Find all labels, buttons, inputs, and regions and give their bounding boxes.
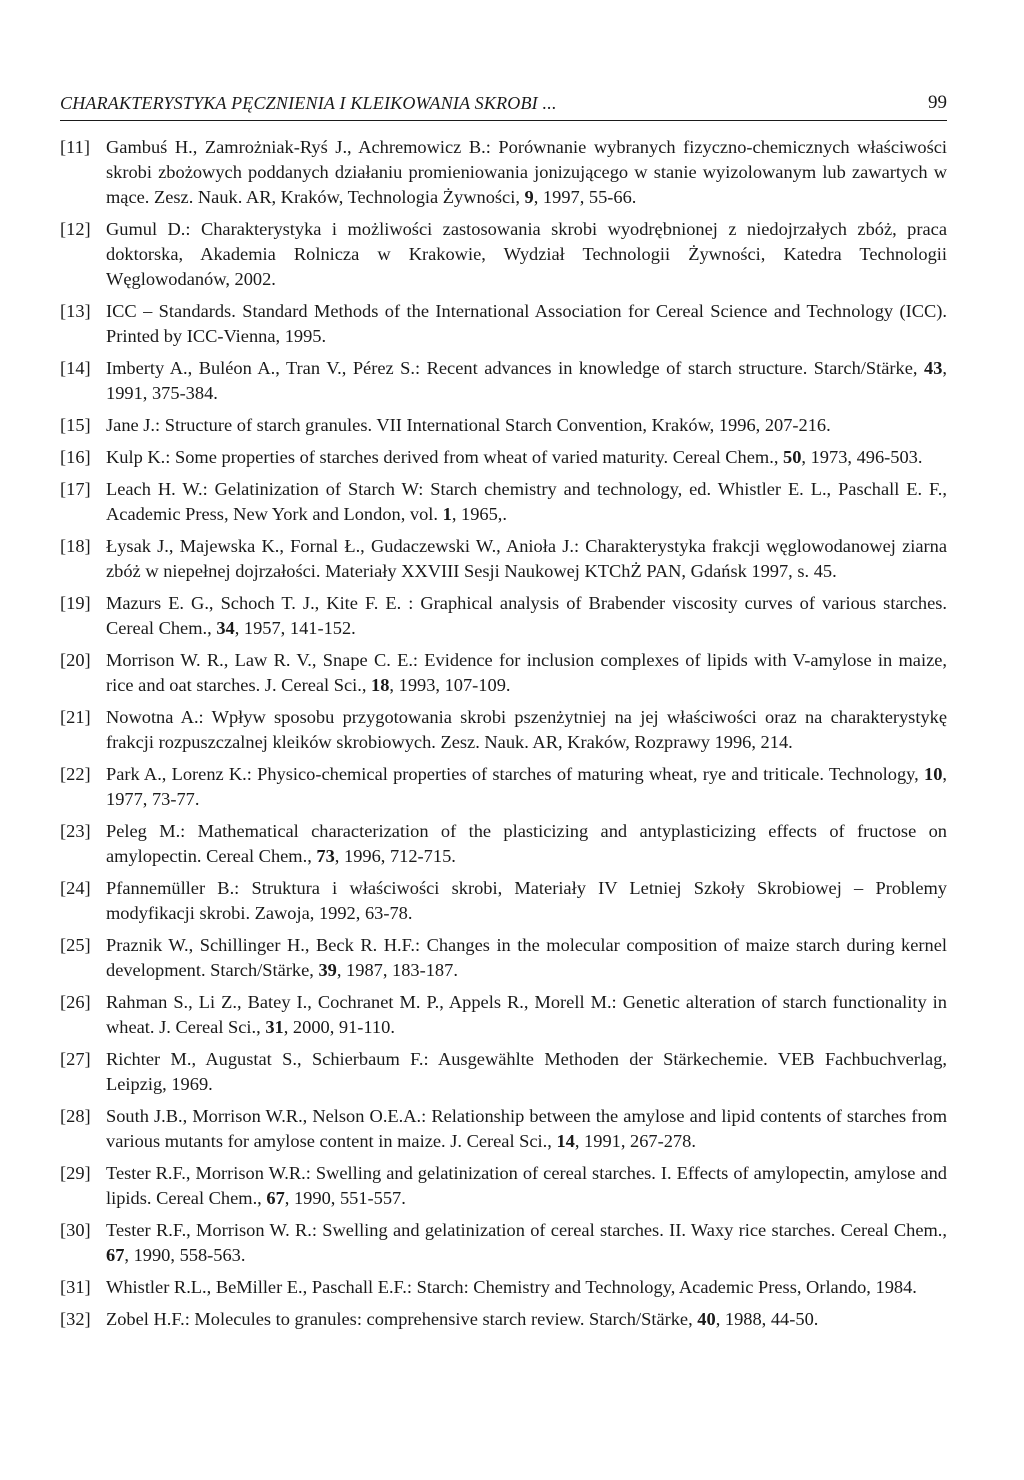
reference-number: [16]: [60, 447, 91, 467]
reference-item: [60, 1218, 947, 1268]
reference-text-segment: , 1990, 551-557.: [284, 1188, 406, 1208]
reference-number: [20]: [60, 650, 91, 670]
reference-text-segment: Gambuś H., Zamrożniak-Ryś J., Achremowicz B.: Porównanie wybranych fizyczno-chemicznych właściwości skrobi zbożowych poddanych działaniu promieniowania jonizującego w stanie wyizolowanym lub zawartych w mące. Zesz. Nauk. AR, Kraków, Technologia Żywności,: [106, 137, 947, 207]
reference-text-segment: Kulp K.: Some properties of starches derived from wheat of varied maturity. Cereal Chem.,: [106, 447, 784, 467]
reference-volume: 10: [924, 764, 943, 784]
reference-item: [60, 762, 947, 812]
reference-item: [60, 591, 947, 641]
reference-text-segment: Leach H. W.: Gelatinization of Starch W: Starch chemistry and technology, ed. Whistler E. L., Paschall E. F., Academic Press, New York and London, vol.: [106, 479, 947, 524]
reference-item: [60, 648, 947, 698]
reference-number: [31]: [60, 1277, 91, 1297]
reference-number: [17]: [60, 479, 91, 499]
reference-text: [106, 536, 947, 581]
reference-item: [60, 356, 947, 406]
reference-number: [21]: [60, 707, 91, 727]
reference-item: [60, 217, 947, 292]
reference-text: [106, 1309, 818, 1329]
reference-text: [106, 650, 947, 695]
reference-number: [28]: [60, 1106, 91, 1126]
reference-text-segment: Morrison W. R., Law R. V., Snape C. E.: Evidence for inclusion complexes of lipids with V-amylose in maize, rice and oat starches. J. Cereal Sci.,: [106, 650, 947, 695]
reference-item: [60, 819, 947, 869]
reference-volume: 1: [442, 504, 452, 524]
reference-volume: 40: [697, 1309, 716, 1329]
reference-item: [60, 445, 947, 470]
reference-text-segment: , 1996, 712-715.: [334, 846, 456, 866]
reference-text-segment: , 2000, 91-110.: [283, 1017, 395, 1037]
reference-item: [60, 1161, 947, 1211]
reference-text-segment: , 1988, 44-50.: [715, 1309, 819, 1329]
reference-text-segment: , 1973, 496-503.: [801, 447, 923, 467]
reference-text-segment: , 1991, 375-384.: [106, 358, 947, 403]
reference-item: [60, 1307, 947, 1332]
reference-item: [60, 933, 947, 983]
reference-text-segment: Gumul D.: Charakterystyka i możliwości zastosowania skrobi wyodrębnionej z niedojrzałych zbóż, praca doktorska, Akademia Rolnicza w Krakowie, Wydział Technologii Żywności, Katedra Technologii Węglowodanów, 2002.: [106, 219, 947, 289]
header-rule: [60, 120, 947, 121]
reference-text-segment: South J.B., Morrison W.R., Nelson O.E.A.: Relationship between the amylose and lipid contents of starches from various mutants for amylose content in maize. J. Cereal Sci.,: [106, 1106, 947, 1151]
reference-text: [106, 1163, 947, 1208]
reference-text-segment: , 1957, 141-152.: [234, 618, 356, 638]
reference-text: [106, 878, 947, 923]
reference-item: [60, 413, 947, 438]
reference-item: [60, 534, 947, 584]
reference-text: [106, 593, 947, 638]
reference-text: [106, 219, 947, 289]
reference-text-segment: Zobel H.F.: Molecules to granules: comprehensive starch review. Starch/Stärke,: [106, 1309, 698, 1329]
reference-number: [27]: [60, 1049, 91, 1069]
reference-item: [60, 299, 947, 349]
reference-number: [32]: [60, 1309, 91, 1329]
reference-text-segment: , 1997, 55-66.: [533, 187, 637, 207]
reference-number: [13]: [60, 301, 91, 321]
reference-text-segment: , 1987, 183-187.: [336, 960, 458, 980]
reference-number: [11]: [60, 137, 90, 157]
reference-text-segment: ICC – Standards. Standard Methods of the International Association for Cereal Science and Technology (ICC). Printed by ICC-Vienna, 1995.: [106, 301, 947, 346]
reference-text-segment: , 1991, 267-278.: [574, 1131, 696, 1151]
reference-text-segment: Jane J.: Structure of starch granules. VII International Starch Convention, Kraków, 1996, 207-216.: [106, 415, 831, 435]
reference-number: [14]: [60, 358, 91, 378]
reference-item: [60, 1104, 947, 1154]
reference-number: [30]: [60, 1220, 91, 1240]
reference-volume: 50: [783, 447, 802, 467]
reference-item: [60, 705, 947, 755]
reference-text: [106, 992, 947, 1037]
reference-item: [60, 876, 947, 926]
reference-volume: 14: [556, 1131, 575, 1151]
reference-text-segment: Praznik W., Schillinger H., Beck R. H.F.: Changes in the molecular composition of maize starch during kernel development. Starch/Stärke,: [106, 935, 947, 980]
reference-volume: 31: [265, 1017, 284, 1037]
reference-text-segment: , 1965,.: [451, 504, 507, 524]
reference-number: [15]: [60, 415, 91, 435]
reference-volume: 73: [316, 846, 335, 866]
reference-list: [60, 135, 947, 1339]
reference-number: [19]: [60, 593, 91, 613]
reference-text-segment: Pfannemüller B.: Struktura i właściwości skrobi, Materiały IV Letniej Szkoły Skrobiowej – Problemy modyfikacji skrobi. Zawoja, 1992, 63-78.: [106, 878, 947, 923]
reference-text: [106, 935, 947, 980]
reference-number: [25]: [60, 935, 91, 955]
reference-text: [106, 415, 831, 435]
reference-text-segment: Łysak J., Majewska K., Fornal Ł., Gudaczewski W., Anioła J.: Charakterystyka frakcji węglowodanowej ziarna zbóż w niepełnej dojrzałości. Materiały XXVIII Sesji Naukowej KTChŻ PAN, Gdańsk 1997, s. 45.: [106, 536, 947, 581]
reference-number: [29]: [60, 1163, 91, 1183]
reference-item: [60, 477, 947, 527]
reference-text-segment: Richter M., Augustat S., Schierbaum F.: Ausgewählte Methoden der Stärkechemie. VEB Fachbuchverlag, Leipzig, 1969.: [106, 1049, 947, 1094]
reference-volume: 9: [524, 187, 534, 207]
reference-text: [106, 764, 947, 809]
reference-text: [106, 1277, 917, 1297]
reference-number: [26]: [60, 992, 91, 1012]
reference-text: [106, 707, 947, 752]
reference-item: [60, 135, 947, 210]
reference-text: [106, 1049, 947, 1094]
reference-item: [60, 1275, 947, 1300]
reference-text-segment: Whistler R.L., BeMiller E., Paschall E.F.: Starch: Chemistry and Technology, Academic Press, Orlando, 1984.: [106, 1277, 917, 1297]
reference-volume: 39: [318, 960, 337, 980]
reference-volume: 18: [371, 675, 390, 695]
reference-volume: 67: [266, 1188, 285, 1208]
reference-volume: 34: [216, 618, 235, 638]
reference-text: [106, 821, 947, 866]
page-number: 99: [928, 92, 947, 113]
reference-text-segment: , 1977, 73-77.: [106, 764, 947, 809]
reference-number: [12]: [60, 219, 91, 239]
reference-text-segment: Mazurs E. G., Schoch T. J., Kite F. E. : Graphical analysis of Brabender viscosity curves of various starches. Cereal Chem.,: [106, 593, 947, 638]
reference-text: [106, 137, 947, 207]
reference-item: [60, 990, 947, 1040]
reference-item: [60, 1047, 947, 1097]
reference-number: [18]: [60, 536, 91, 556]
reference-text-segment: Nowotna A.: Wpływ sposobu przygotowania skrobi pszenżytniej na jej właściwości oraz na charakterystykę frakcji rozpuszczalnej kleików skrobiowych. Zesz. Nauk. AR, Kraków, Rozprawy 1996, 214.: [106, 707, 947, 752]
reference-text-segment: Imberty A., Buléon A., Tran V., Pérez S.: Recent advances in knowledge of starch structure. Starch/Stärke,: [106, 358, 924, 378]
reference-text-segment: Tester R.F., Morrison W.R.: Swelling and gelatinization of cereal starches. I. Effects of amylopectin, amylose and lipids. Cereal Chem.,: [106, 1163, 947, 1208]
reference-volume: 43: [924, 358, 943, 378]
reference-text-segment: Park A., Lorenz K.: Physico-chemical properties of starches of maturing wheat, rye and triticale. Technology,: [106, 764, 924, 784]
reference-text: [106, 301, 947, 346]
reference-text: [106, 479, 947, 524]
reference-text: [106, 1220, 947, 1265]
reference-number: [22]: [60, 764, 91, 784]
running-title: CHARAKTERYSTYKA PĘCZNIENIA I KLEIKOWANIA SKROBI ...: [60, 93, 557, 113]
running-header: [60, 92, 947, 114]
reference-number: [24]: [60, 878, 91, 898]
reference-text-segment: Peleg M.: Mathematical characterization of the plasticizing and antyplasticizing effects of fructose on amylopectin. Cereal Chem.,: [106, 821, 947, 866]
reference-text: [106, 358, 947, 403]
reference-text-segment: , 1990, 558-563.: [124, 1245, 246, 1265]
reference-text: [106, 1106, 947, 1151]
reference-text: [106, 447, 922, 467]
reference-volume: 67: [106, 1245, 125, 1265]
reference-text-segment: Tester R.F., Morrison W. R.: Swelling and gelatinization of cereal starches. II. Waxy rice starches. Cereal Chem.,: [106, 1220, 947, 1240]
reference-text-segment: Rahman S., Li Z., Batey I., Cochranet M. P., Appels R., Morell M.: Genetic alteration of starch functionality in wheat. J. Cereal Sci.,: [106, 992, 947, 1037]
reference-number: [23]: [60, 821, 91, 841]
reference-text-segment: , 1993, 107-109.: [389, 675, 511, 695]
